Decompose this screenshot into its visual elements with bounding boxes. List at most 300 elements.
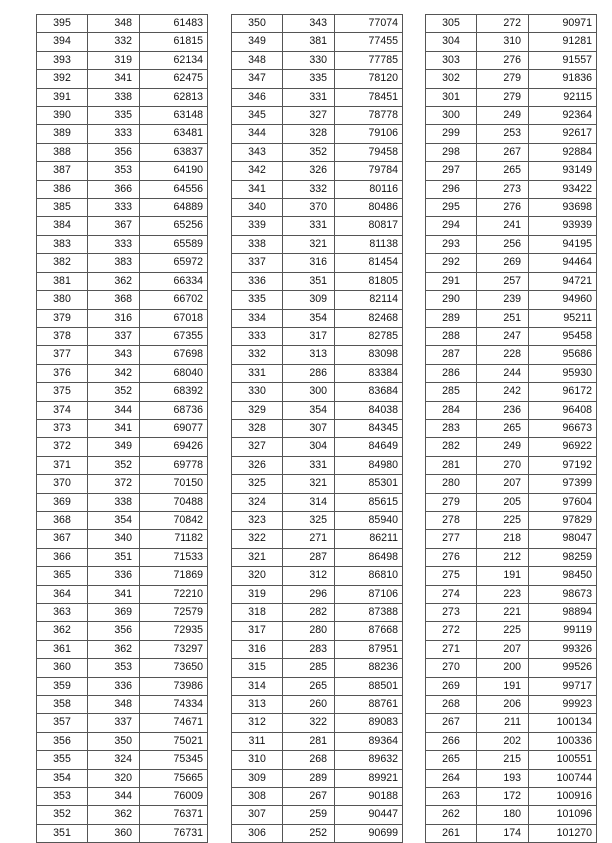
cumulative-cell: 72579 (140, 604, 208, 622)
table-row (37, 456, 208, 474)
cumulative-cell: 82468 (335, 309, 403, 327)
count-cell: 344 (88, 788, 140, 806)
cumulative-cell: 62813 (140, 88, 208, 106)
cumulative-cell: 65589 (140, 235, 208, 253)
count-cell: 265 (477, 162, 529, 180)
cumulative-cell: 64190 (140, 162, 208, 180)
score-cell: 362 (37, 622, 88, 640)
table-row (426, 33, 597, 51)
cumulative-cell: 76009 (140, 788, 208, 806)
table-row (232, 677, 403, 695)
cumulative-cell: 91281 (529, 33, 597, 51)
table-row (426, 143, 597, 161)
cumulative-cell: 100134 (529, 714, 597, 732)
score-cell: 281 (426, 456, 477, 474)
cumulative-cell: 95930 (529, 364, 597, 382)
table-row (37, 272, 208, 290)
table-row (426, 235, 597, 253)
table-row (232, 475, 403, 493)
score-cell: 272 (426, 622, 477, 640)
table-row (426, 511, 597, 529)
count-cell: 271 (283, 530, 335, 548)
table-row (426, 456, 597, 474)
table-row (232, 235, 403, 253)
score-cell: 305 (426, 15, 477, 33)
cumulative-cell: 93939 (529, 217, 597, 235)
score-cell: 342 (232, 162, 283, 180)
table-row (232, 456, 403, 474)
count-cell: 265 (477, 419, 529, 437)
score-table-2 (231, 14, 403, 843)
count-cell: 349 (88, 438, 140, 456)
count-cell: 296 (283, 585, 335, 603)
score-cell: 343 (232, 143, 283, 161)
cumulative-cell: 98894 (529, 604, 597, 622)
table-row (37, 291, 208, 309)
score-cell: 293 (426, 235, 477, 253)
score-cell: 386 (37, 180, 88, 198)
table-row (232, 788, 403, 806)
count-cell: 335 (283, 70, 335, 88)
score-cell: 357 (37, 714, 88, 732)
score-cell: 299 (426, 125, 477, 143)
count-cell: 314 (283, 493, 335, 511)
count-cell: 342 (88, 364, 140, 382)
cumulative-cell: 99526 (529, 659, 597, 677)
score-cell: 284 (426, 401, 477, 419)
cumulative-cell: 91836 (529, 70, 597, 88)
score-cell: 275 (426, 567, 477, 585)
cumulative-cell: 100551 (529, 751, 597, 769)
score-cell: 317 (232, 622, 283, 640)
cumulative-cell: 78451 (335, 88, 403, 106)
count-cell: 338 (88, 493, 140, 511)
score-cell: 348 (232, 51, 283, 69)
cumulative-cell: 89364 (335, 732, 403, 750)
count-cell: 348 (88, 696, 140, 714)
cumulative-cell: 81138 (335, 235, 403, 253)
table-row (37, 548, 208, 566)
cumulative-cell: 84980 (335, 456, 403, 474)
table-row (232, 806, 403, 824)
count-cell: 322 (283, 714, 335, 732)
count-cell: 341 (88, 70, 140, 88)
score-cell: 261 (426, 824, 477, 842)
count-cell: 174 (477, 824, 529, 842)
cumulative-cell: 70488 (140, 493, 208, 511)
cumulative-cell: 81454 (335, 254, 403, 272)
count-cell: 223 (477, 585, 529, 603)
cumulative-cell: 88236 (335, 659, 403, 677)
table-row (37, 125, 208, 143)
count-cell: 276 (477, 199, 529, 217)
count-cell: 242 (477, 383, 529, 401)
table-row (37, 33, 208, 51)
cumulative-cell: 86211 (335, 530, 403, 548)
table-row (232, 659, 403, 677)
table-row (426, 346, 597, 364)
cumulative-cell: 71869 (140, 567, 208, 585)
count-cell: 206 (477, 696, 529, 714)
count-cell: 352 (88, 456, 140, 474)
count-cell: 307 (283, 419, 335, 437)
count-cell: 327 (283, 107, 335, 125)
count-cell: 333 (88, 235, 140, 253)
cumulative-cell: 94721 (529, 272, 597, 290)
count-cell: 348 (88, 15, 140, 33)
table-row (37, 383, 208, 401)
count-cell: 337 (88, 714, 140, 732)
count-cell: 372 (88, 475, 140, 493)
cumulative-cell: 98259 (529, 548, 597, 566)
count-cell: 191 (477, 567, 529, 585)
table-row (426, 15, 597, 33)
score-cell: 326 (232, 456, 283, 474)
score-cell: 368 (37, 511, 88, 529)
cumulative-cell: 94464 (529, 254, 597, 272)
count-cell: 256 (477, 235, 529, 253)
count-cell: 352 (88, 383, 140, 401)
score-cell: 350 (232, 15, 283, 33)
count-cell: 335 (88, 107, 140, 125)
count-cell: 331 (283, 456, 335, 474)
table-row (37, 327, 208, 345)
table-row (232, 640, 403, 658)
count-cell: 317 (283, 327, 335, 345)
count-cell: 241 (477, 217, 529, 235)
score-cell: 349 (232, 33, 283, 51)
score-cell: 315 (232, 659, 283, 677)
table-row (37, 70, 208, 88)
score-cell: 358 (37, 696, 88, 714)
cumulative-cell: 98673 (529, 585, 597, 603)
count-cell: 215 (477, 751, 529, 769)
score-cell: 341 (232, 180, 283, 198)
score-cell: 365 (37, 567, 88, 585)
score-cell: 304 (426, 33, 477, 51)
score-cell: 374 (37, 401, 88, 419)
cumulative-cell: 66334 (140, 272, 208, 290)
count-cell: 333 (88, 125, 140, 143)
score-cell: 285 (426, 383, 477, 401)
score-cell: 375 (37, 383, 88, 401)
table-row (232, 401, 403, 419)
count-cell: 267 (477, 143, 529, 161)
count-cell: 268 (283, 751, 335, 769)
score-table-3 (425, 14, 597, 843)
count-cell: 269 (477, 254, 529, 272)
count-cell: 328 (283, 125, 335, 143)
cumulative-cell: 77074 (335, 15, 403, 33)
score-cell: 390 (37, 107, 88, 125)
score-cell: 294 (426, 217, 477, 235)
score-cell: 331 (232, 364, 283, 382)
table-row (426, 751, 597, 769)
count-cell: 239 (477, 291, 529, 309)
table-row (37, 788, 208, 806)
count-cell: 309 (283, 291, 335, 309)
score-cell: 354 (37, 769, 88, 787)
score-cell: 364 (37, 585, 88, 603)
table-row (426, 383, 597, 401)
count-cell: 253 (477, 125, 529, 143)
cumulative-cell: 63837 (140, 143, 208, 161)
table-row (232, 15, 403, 33)
count-cell: 313 (283, 346, 335, 364)
cumulative-cell: 88761 (335, 696, 403, 714)
table-row (426, 162, 597, 180)
cumulative-cell: 87668 (335, 622, 403, 640)
score-cell: 334 (232, 309, 283, 327)
count-cell: 341 (88, 419, 140, 437)
score-cell: 395 (37, 15, 88, 33)
score-cell: 385 (37, 199, 88, 217)
table-row (37, 714, 208, 732)
count-cell: 324 (88, 751, 140, 769)
cumulative-cell: 89083 (335, 714, 403, 732)
count-cell: 281 (283, 732, 335, 750)
count-cell: 225 (477, 511, 529, 529)
score-cell: 287 (426, 346, 477, 364)
count-cell: 343 (88, 346, 140, 364)
count-cell: 212 (477, 548, 529, 566)
count-cell: 279 (477, 70, 529, 88)
cumulative-cell: 87106 (335, 585, 403, 603)
count-cell: 289 (283, 769, 335, 787)
score-cell: 383 (37, 235, 88, 253)
table-row (426, 107, 597, 125)
count-cell: 340 (88, 530, 140, 548)
score-cell: 313 (232, 696, 283, 714)
score-cell: 337 (232, 254, 283, 272)
table-row (426, 438, 597, 456)
table-row (232, 567, 403, 585)
cumulative-cell: 93422 (529, 180, 597, 198)
score-cell: 387 (37, 162, 88, 180)
count-cell: 350 (88, 732, 140, 750)
count-cell: 362 (88, 272, 140, 290)
table-row (232, 732, 403, 750)
table-row (37, 677, 208, 695)
table-row (232, 364, 403, 382)
score-cell: 274 (426, 585, 477, 603)
cumulative-cell: 77785 (335, 51, 403, 69)
score-cell: 356 (37, 732, 88, 750)
score-cell: 372 (37, 438, 88, 456)
table-row (426, 604, 597, 622)
score-cell: 283 (426, 419, 477, 437)
table-row (37, 346, 208, 364)
score-cell: 346 (232, 88, 283, 106)
count-cell: 273 (477, 180, 529, 198)
score-cell: 379 (37, 309, 88, 327)
score-cell: 340 (232, 199, 283, 217)
score-cell: 367 (37, 530, 88, 548)
table-row (37, 309, 208, 327)
score-cell: 380 (37, 291, 88, 309)
table-row (426, 180, 597, 198)
count-cell: 352 (283, 143, 335, 161)
score-cell: 382 (37, 254, 88, 272)
score-cell: 377 (37, 346, 88, 364)
score-cell: 392 (37, 70, 88, 88)
cumulative-cell: 93149 (529, 162, 597, 180)
score-cell: 268 (426, 696, 477, 714)
score-cell: 327 (232, 438, 283, 456)
count-cell: 228 (477, 346, 529, 364)
count-cell: 356 (88, 622, 140, 640)
table-row (426, 769, 597, 787)
count-cell: 362 (88, 806, 140, 824)
count-cell: 172 (477, 788, 529, 806)
table-row (37, 364, 208, 382)
score-cell: 277 (426, 530, 477, 548)
count-cell: 247 (477, 327, 529, 345)
cumulative-cell: 86810 (335, 567, 403, 585)
count-cell: 381 (283, 33, 335, 51)
table-row (37, 622, 208, 640)
cumulative-cell: 90971 (529, 15, 597, 33)
cumulative-cell: 94960 (529, 291, 597, 309)
table-row (232, 585, 403, 603)
cumulative-cell: 74671 (140, 714, 208, 732)
count-cell: 336 (88, 677, 140, 695)
cumulative-cell: 83384 (335, 364, 403, 382)
table-row (426, 51, 597, 69)
count-cell: 207 (477, 475, 529, 493)
score-cell: 288 (426, 327, 477, 345)
count-cell: 283 (283, 640, 335, 658)
table-row (232, 327, 403, 345)
count-cell: 312 (283, 567, 335, 585)
cumulative-cell: 65972 (140, 254, 208, 272)
count-cell: 354 (88, 511, 140, 529)
score-cell: 308 (232, 788, 283, 806)
table-row (37, 640, 208, 658)
score-cell: 295 (426, 199, 477, 217)
table-row (232, 254, 403, 272)
score-cell: 292 (426, 254, 477, 272)
cumulative-cell: 100336 (529, 732, 597, 750)
count-cell: 332 (283, 180, 335, 198)
cumulative-cell: 84649 (335, 438, 403, 456)
cumulative-cell: 96172 (529, 383, 597, 401)
cumulative-cell: 86498 (335, 548, 403, 566)
score-cell: 314 (232, 677, 283, 695)
cumulative-cell: 78778 (335, 107, 403, 125)
count-cell: 367 (88, 217, 140, 235)
table-row (37, 696, 208, 714)
table-row (37, 824, 208, 842)
score-cell: 336 (232, 272, 283, 290)
score-cell: 322 (232, 530, 283, 548)
table-row (232, 548, 403, 566)
table-row (232, 604, 403, 622)
score-cell: 310 (232, 751, 283, 769)
cumulative-cell: 97399 (529, 475, 597, 493)
cumulative-cell: 72935 (140, 622, 208, 640)
count-cell: 370 (283, 199, 335, 217)
cumulative-cell: 79106 (335, 125, 403, 143)
count-cell: 343 (283, 15, 335, 33)
cumulative-cell: 67698 (140, 346, 208, 364)
score-cell: 312 (232, 714, 283, 732)
cumulative-cell: 97829 (529, 511, 597, 529)
count-cell: 211 (477, 714, 529, 732)
score-cell: 318 (232, 604, 283, 622)
count-cell: 207 (477, 640, 529, 658)
table-row (232, 143, 403, 161)
count-cell: 337 (88, 327, 140, 345)
count-cell: 300 (283, 383, 335, 401)
count-cell: 225 (477, 622, 529, 640)
table-row (426, 254, 597, 272)
table-row (232, 530, 403, 548)
count-cell: 354 (283, 309, 335, 327)
cumulative-cell: 79784 (335, 162, 403, 180)
table-row (232, 199, 403, 217)
score-cell: 360 (37, 659, 88, 677)
cumulative-cell: 77455 (335, 33, 403, 51)
count-cell: 326 (283, 162, 335, 180)
count-cell: 205 (477, 493, 529, 511)
score-cell: 325 (232, 475, 283, 493)
count-cell: 325 (283, 511, 335, 529)
cumulative-cell: 88501 (335, 677, 403, 695)
count-cell: 353 (88, 162, 140, 180)
cumulative-cell: 73986 (140, 677, 208, 695)
score-cell: 339 (232, 217, 283, 235)
score-cell: 363 (37, 604, 88, 622)
table-row (232, 70, 403, 88)
count-cell: 236 (477, 401, 529, 419)
score-cell: 303 (426, 51, 477, 69)
score-cell: 345 (232, 107, 283, 125)
count-cell: 272 (477, 15, 529, 33)
cumulative-cell: 100916 (529, 788, 597, 806)
table-row (232, 180, 403, 198)
table-row (426, 585, 597, 603)
cumulative-cell: 68040 (140, 364, 208, 382)
table-row (426, 419, 597, 437)
cumulative-cell: 85940 (335, 511, 403, 529)
count-cell: 360 (88, 824, 140, 842)
cumulative-cell: 65256 (140, 217, 208, 235)
score-cell: 297 (426, 162, 477, 180)
cumulative-cell: 74334 (140, 696, 208, 714)
table-row (37, 254, 208, 272)
cumulative-cell: 72210 (140, 585, 208, 603)
score-cell: 291 (426, 272, 477, 290)
score-cell: 335 (232, 291, 283, 309)
table-row (37, 419, 208, 437)
count-cell: 331 (283, 217, 335, 235)
cumulative-cell: 70842 (140, 511, 208, 529)
score-cell: 276 (426, 548, 477, 566)
cumulative-cell: 92884 (529, 143, 597, 161)
table-row (37, 235, 208, 253)
cumulative-cell: 62134 (140, 51, 208, 69)
score-cell: 296 (426, 180, 477, 198)
table-row (426, 309, 597, 327)
count-cell: 252 (283, 824, 335, 842)
cumulative-cell: 69077 (140, 419, 208, 437)
count-cell: 280 (283, 622, 335, 640)
count-cell: 383 (88, 254, 140, 272)
count-cell: 368 (88, 291, 140, 309)
table-row (426, 364, 597, 382)
score-cell: 321 (232, 548, 283, 566)
